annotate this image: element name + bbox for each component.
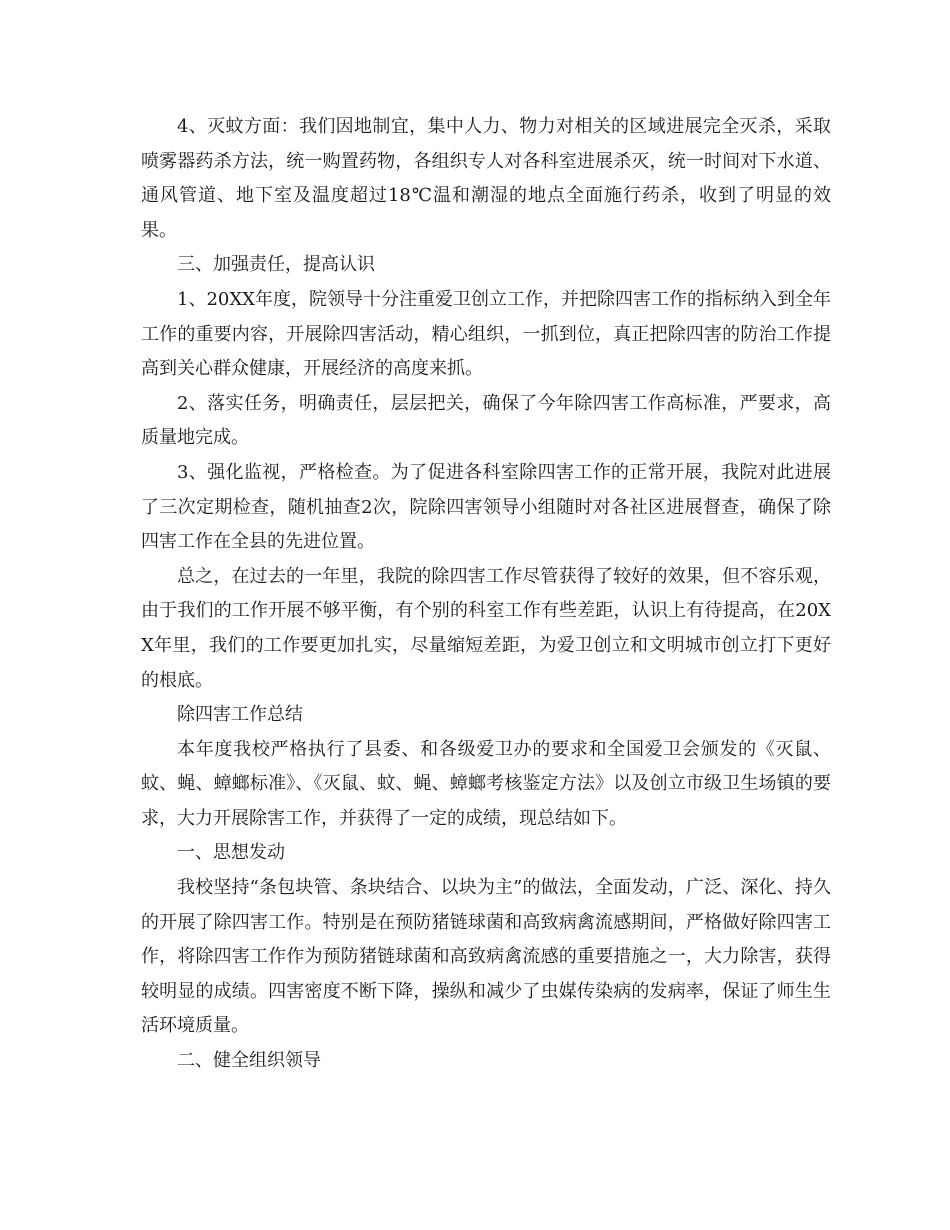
paragraph-inspection: 3、强化监视，严格检查。为了促进各科室除四害工作的正常开展，我院对此进展了三次定期检查，随机抽查2次，院除四害领导小组随时对各社区进展督查，确保了除四害工作在全县的先进位置。 [141, 461, 831, 553]
section-heading-mobilization: 一、思想发动 [177, 842, 285, 864]
paragraph-mobilization: 我校坚持“条包块管、条块结合、以块为主”的做法，全面发动，广泛、深化、持久的开展了除四害工作。特别是在预防猪链球菌和高致病禽流感期间，严格做好除四害工作，将除四害工作作为预防猪链球菌和高致病禽流感的重要措施之一，大力除害，获得较明显的成绩。四害密度不断下降，操纵和减少了虫媒传染病的发病率，保证了师生生活环境质量。 [141, 877, 831, 1037]
document-title-summary: 除四害工作总结 [177, 704, 303, 726]
document-page [141, 110, 831, 1079]
paragraph-tasks: 2、落实任务，明确责任，层层把关，确保了今年除四害工作高标准，严要求，高质量地完成。 [141, 392, 831, 449]
paragraph-conclusion: 总之，在过去的一年里，我院的除四害工作尽管获得了较好的效果，但不容乐观，由于我们的工作开展不够平衡，有个别的科室工作有些差距，认识上有待提高，在20XX年里，我们的工作要更加扎实，尽量缩短差距，为爱卫创立和文明城市创立打下更好的根底。 [141, 565, 831, 691]
section-heading-responsibility: 三、加强责任，提高认识 [177, 254, 375, 276]
paragraph-leadership: 1、20XX年度，院领导十分注重爱卫创立工作，并把除四害工作的指标纳入到全年工作的重要内容，开展除四害活动，精心组织，一抓到位，真正把除四害的防治工作提高到关心群众健康，开展经济的高度来抓。 [141, 288, 831, 380]
section-heading-organization: 二、健全组织领导 [177, 1050, 321, 1072]
paragraph-mosquito-control: 4、灭蚊方面：我们因地制宜，集中人力、物力对相关的区域进展完全灭杀，采取喷雾器药杀方法，统一购置药物，各组织专人对各科室进展杀灭，统一时间对下水道、通风管道、地下室及温度超过18℃温和潮湿的地点全面施行药杀，收到了明显的效果。 [141, 116, 831, 241]
paragraph-intro: 本年度我校严格执行了县委、和各级爱卫办的要求和全国爱卫会颁发的《灭鼠、蚊、蝇、蟑螂标准》、《灭鼠、蚊、蝇、蟑螂考核鉴定方法》以及创立市级卫生场镇的要求，大力开展除害工作，并获得了一定的成绩，现总结如下。 [141, 738, 831, 829]
